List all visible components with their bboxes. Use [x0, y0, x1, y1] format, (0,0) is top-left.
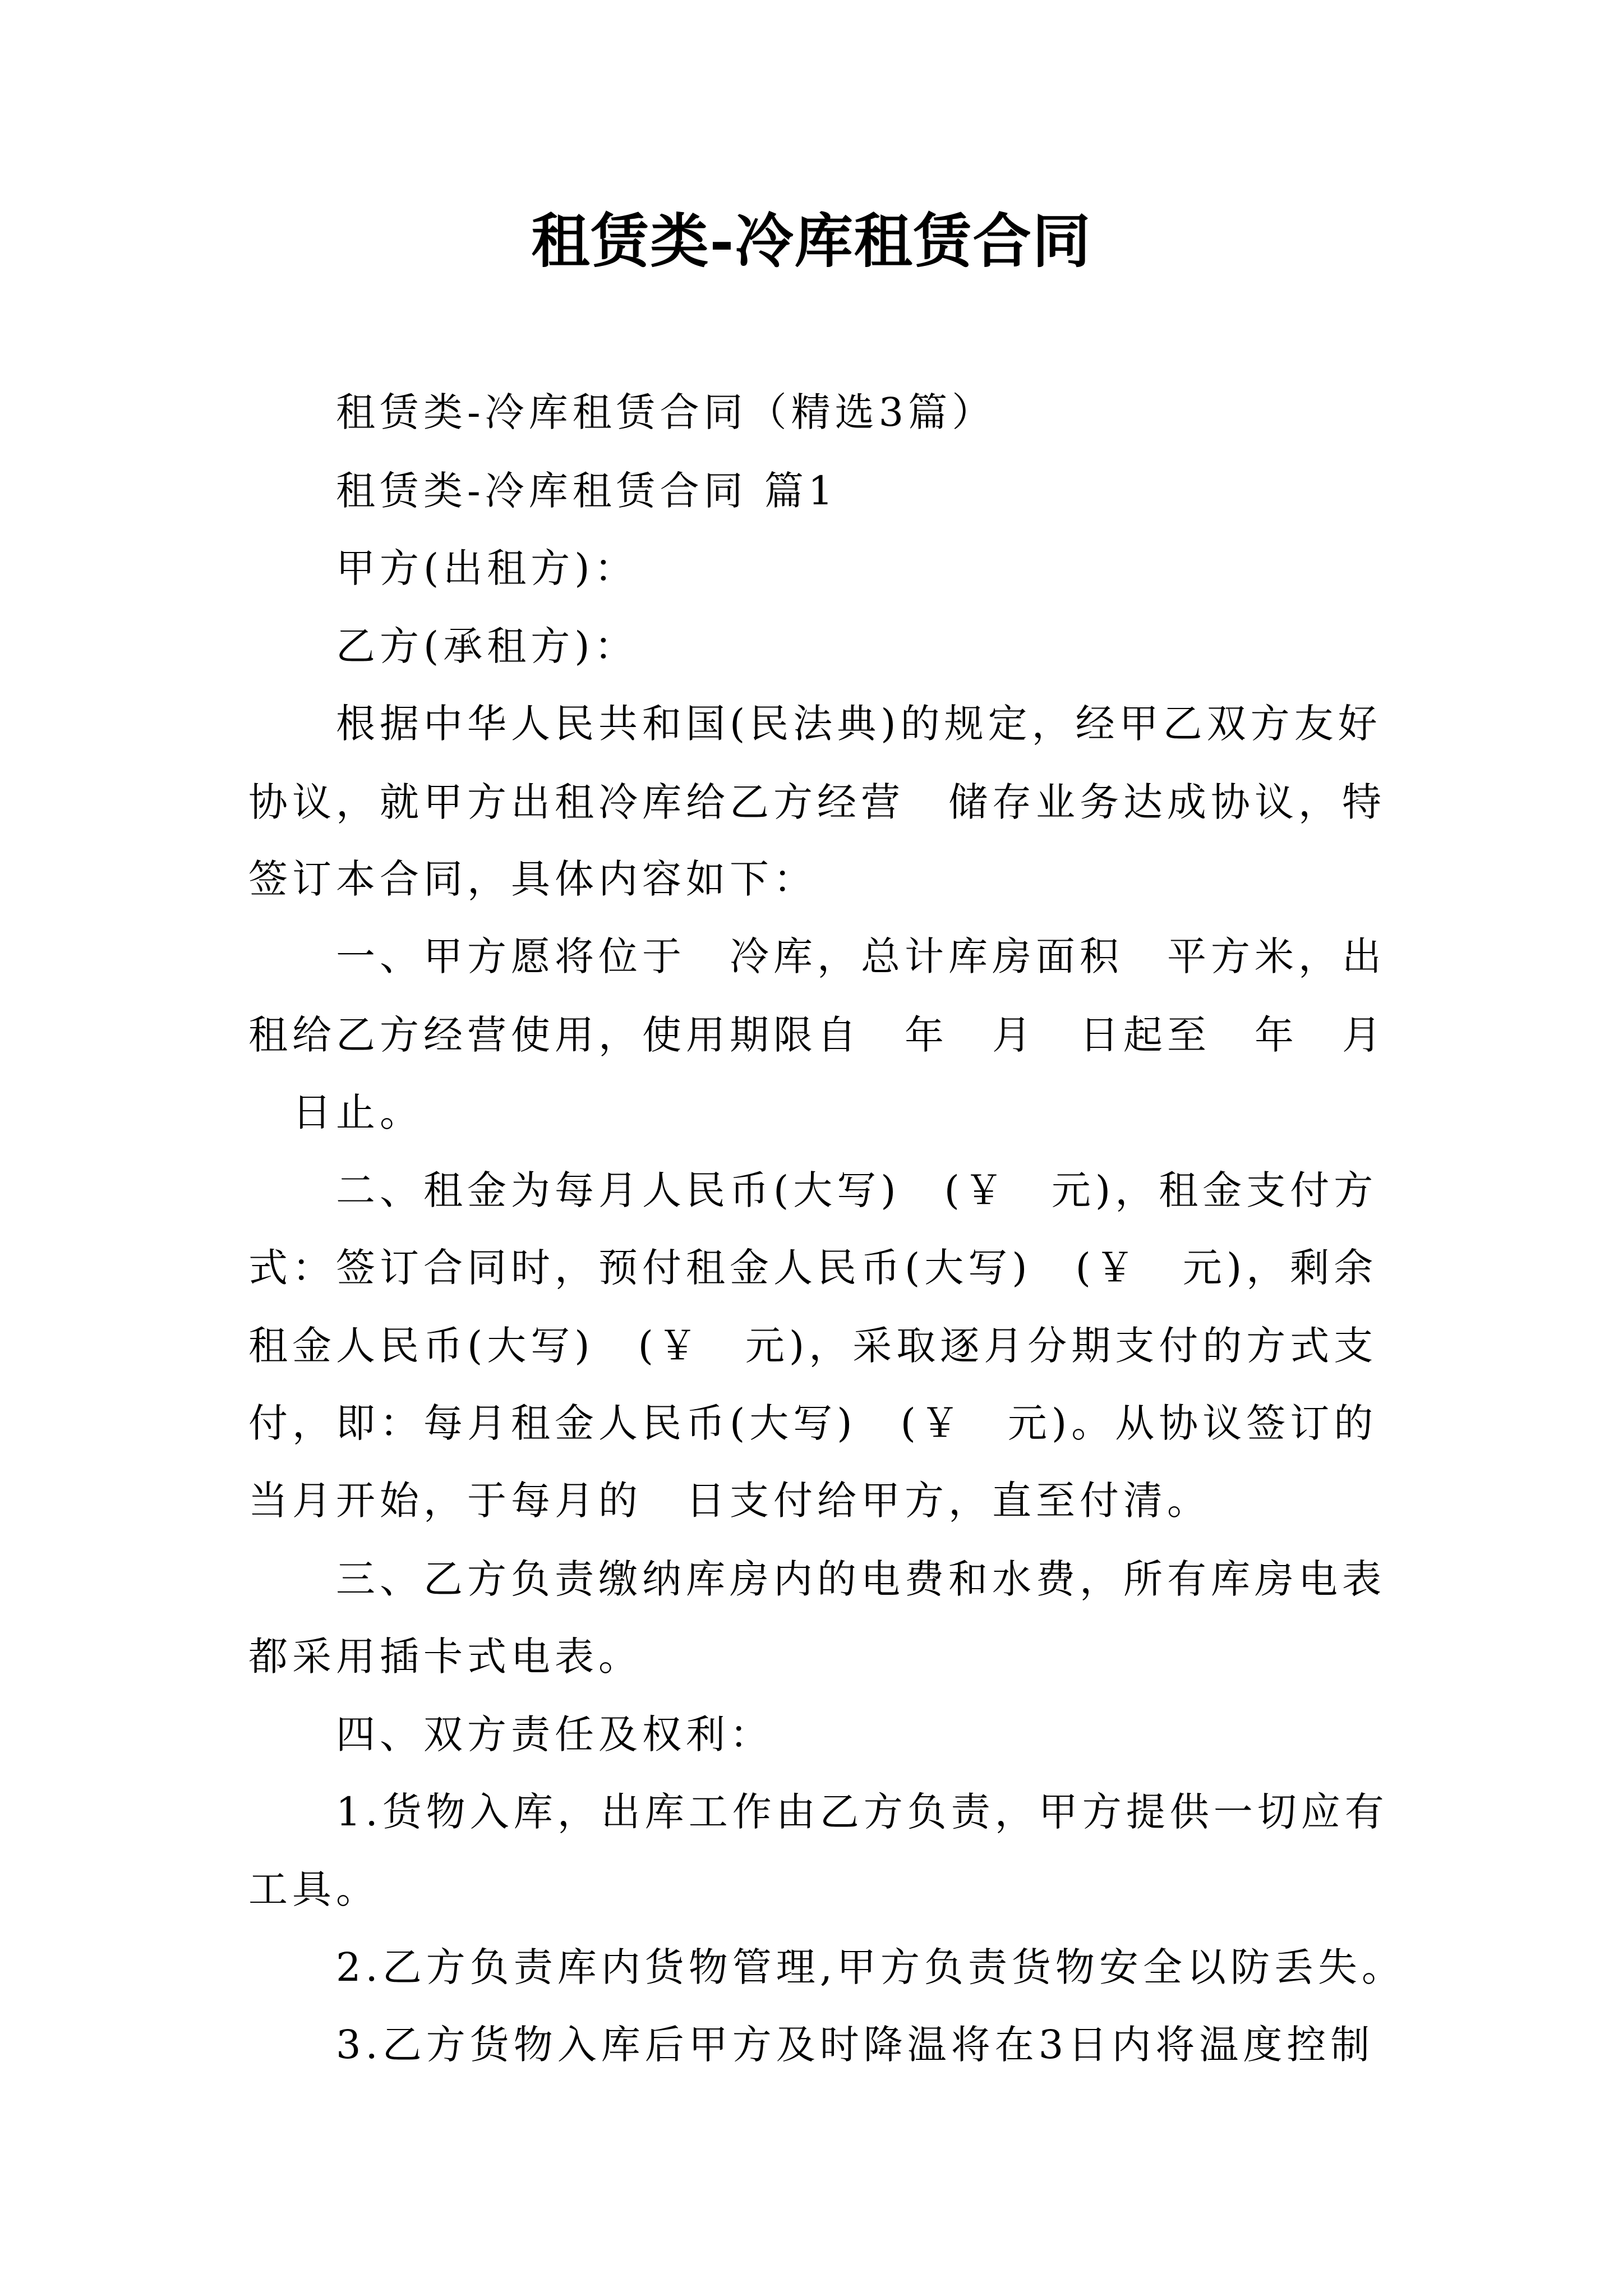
paragraph-line: 式：签订合同时，预付租金人民币(大写) (￥ 元)，剩余 — [248, 1245, 1378, 1291]
paragraph-line: 租金人民币(大写) (￥ 元)，采取逐月分期支付的方式支 — [248, 1323, 1378, 1369]
paragraph-line: 工具。 — [248, 1866, 380, 1912]
paragraph-line: 1.货物入库，出库工作由乙方负责，甲方提供一切应有 — [248, 1789, 1389, 1835]
paragraph-line: 租赁类-冷库租赁合同（精选3篇） — [248, 389, 996, 435]
document-title: 租赁类-冷库租赁合同 — [531, 206, 1092, 275]
paragraph-line: 协议，就甲方出租冷库给乙方经营 储存业务达成协议，特 — [248, 779, 1386, 825]
paragraph-line: 甲方(出租方)： — [248, 545, 638, 591]
paragraph-line: 二、租金为每月人民币(大写) (￥ 元)，租金支付方 — [248, 1167, 1378, 1213]
paragraph-line: 三、乙方负责缴纳库房内的电费和水费，所有库房电表 — [248, 1556, 1386, 1602]
paragraph-line: 四、双方责任及权利： — [248, 1711, 773, 1757]
paragraph-line: 日止。 — [248, 1089, 423, 1135]
paragraph-line: 付，即：每月租金人民币(大写) (￥ 元)。从协议签订的 — [248, 1400, 1378, 1446]
paragraph-line: 租赁类-冷库租赁合同 篇1 — [248, 468, 838, 514]
paragraph-line: 乙方(承租方)： — [248, 623, 638, 669]
paragraph-line: 3.乙方货物入库后甲方及时降温将在3日内将温度控制 — [248, 2022, 1375, 2068]
paragraph-line: 根据中华人民共和国(民法典)的规定，经甲乙双方友好 — [248, 701, 1382, 747]
paragraph-line: 签订本合同，具体内容如下： — [248, 856, 817, 902]
paragraph-line: 租给乙方经营使用，使用期限自 年 月 日起至 年 月 — [248, 1012, 1386, 1058]
paragraph-line: 都采用插卡式电表。 — [248, 1634, 642, 1680]
paragraph-line: 一、甲方愿将位于 冷库，总计库房面积 平方米，出 — [248, 933, 1386, 979]
paragraph-line: 2.乙方负责库内货物管理,甲方负责货物安全以防丢失。 — [248, 1944, 1406, 1990]
paragraph-line: 当月开始，于每月的 日支付给甲方，直至付清。 — [248, 1478, 1211, 1524]
